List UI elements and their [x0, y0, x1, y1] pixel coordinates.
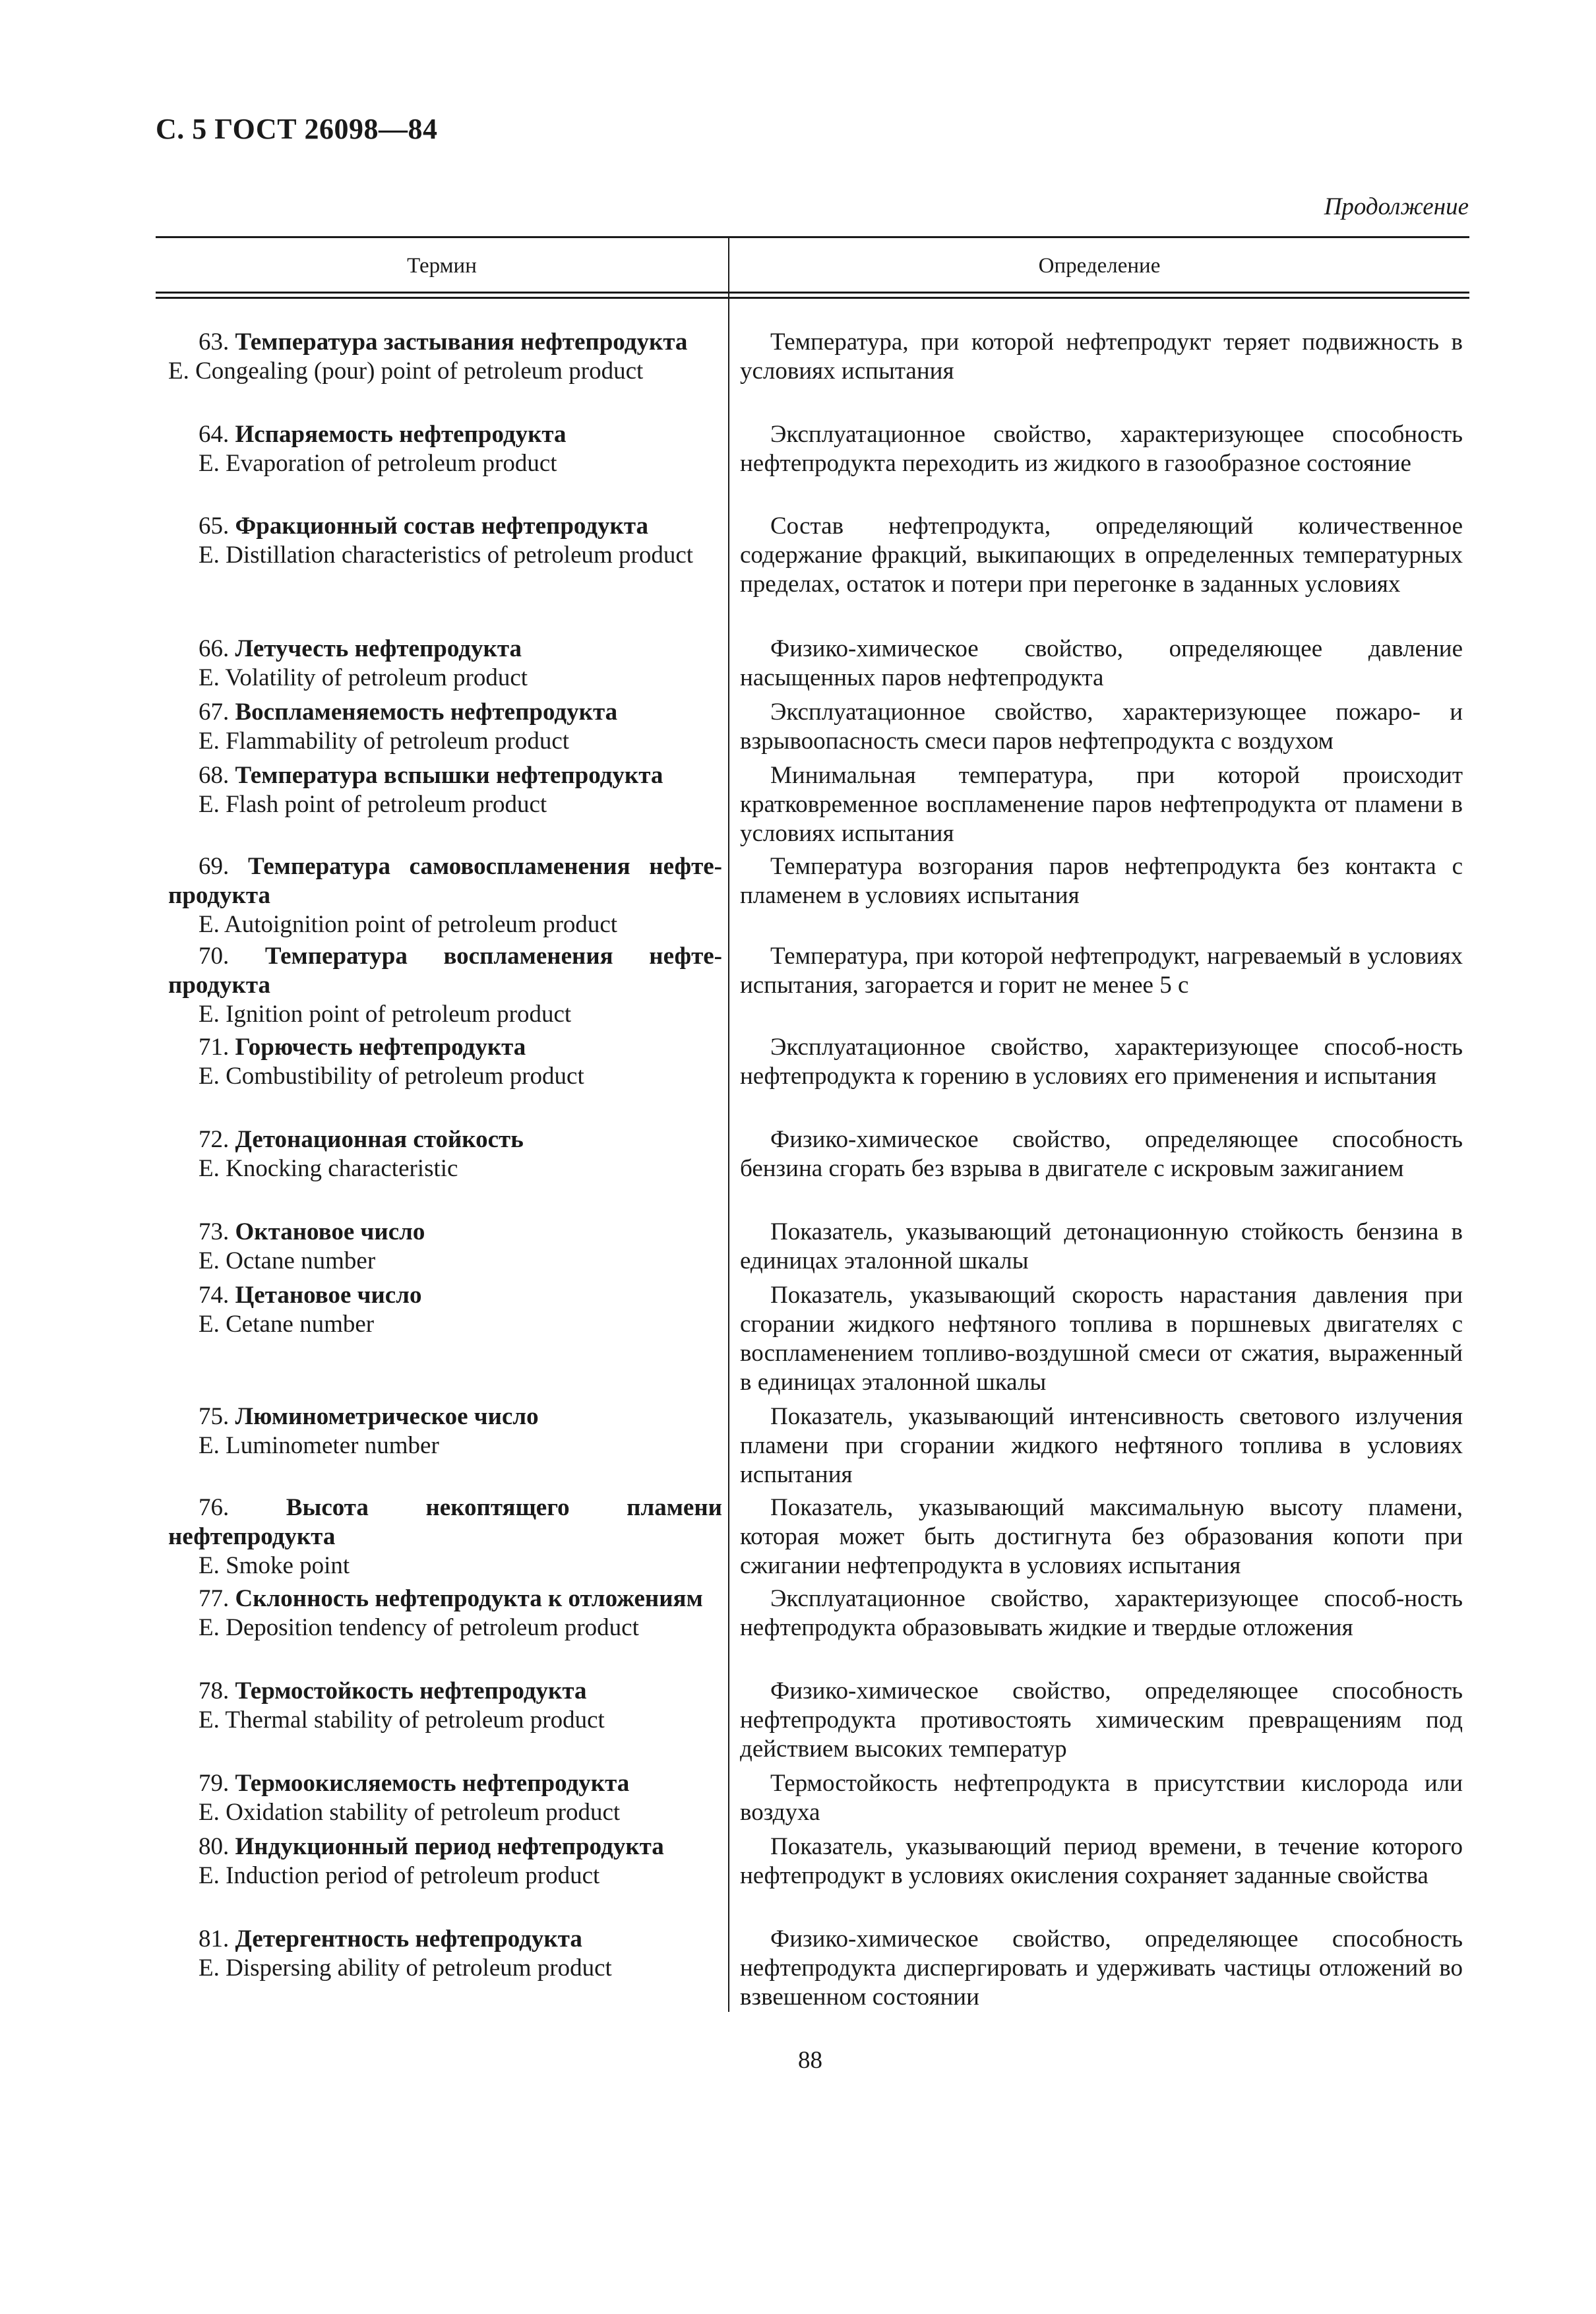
table-row	[168, 1281, 722, 1339]
term-number: 70.	[199, 943, 230, 970]
term-ru: Горючесть нефтепродукта	[235, 1034, 526, 1061]
term-ru: Температура застывания нефтепродукта	[235, 328, 688, 356]
term-cell	[168, 698, 722, 756]
term-number: 74.	[199, 1282, 230, 1309]
definition-cell	[740, 512, 1463, 599]
term-cell	[168, 1493, 722, 1580]
term-number: 76.	[199, 1494, 230, 1521]
term-en: E. Deposition tendency of petroleum product	[199, 1614, 639, 1641]
term-en: E. Oxidation stability of petroleum product	[199, 1799, 621, 1826]
table-row	[168, 1925, 722, 1983]
definition-cell	[740, 761, 1463, 848]
term-number: 71.	[199, 1034, 230, 1061]
term-ru: Испаряемость нефтепродукта	[235, 421, 567, 448]
definition-text: Показатель, указывающий детонационную стойкость бензина в единицах эталонной шкалы	[740, 1218, 1463, 1274]
column-header-term: Термин	[407, 254, 477, 278]
page-title: С. 5 ГОСТ 26098—84	[156, 113, 438, 145]
term-cell	[168, 942, 722, 1029]
definition-cell	[740, 1925, 1463, 2012]
term-number: 64.	[199, 421, 230, 448]
term-number: 68.	[199, 762, 230, 789]
term-number: 65.	[199, 513, 230, 540]
term-ru: Температура самовоспламенения нефте-продукта	[168, 853, 722, 909]
term-en: E. Autoignition point of petroleum product	[199, 911, 618, 938]
term-ru: Октановое число	[235, 1218, 425, 1245]
definition-cell	[740, 1281, 1463, 1397]
term-number: 67.	[199, 699, 230, 726]
table-row	[168, 852, 722, 939]
term-en: E. Congealing (pour) point of petroleum product	[168, 358, 644, 385]
term-en: E. Distillation characteristics of petroleum product	[199, 542, 694, 569]
term-ru: Люминометрическое число	[235, 1403, 539, 1430]
table-row	[168, 1402, 722, 1460]
definition-cell	[740, 635, 1463, 693]
definition-text: Эксплуатационное свойство, характеризующее пожаро- и взрывоопасность смеси паров нефтепродукта с воздухом	[740, 699, 1463, 755]
term-en: E. Octane number	[199, 1247, 376, 1274]
term-en: E. Evaporation of petroleum product	[199, 450, 557, 477]
definition-cell	[740, 1402, 1463, 1489]
term-cell	[168, 1281, 722, 1339]
continuation-label: Продолжение	[1324, 193, 1469, 220]
term-en: E. Induction period of petroleum product	[199, 1862, 600, 1889]
definition-cell	[740, 328, 1463, 386]
column-header-definition: Определение	[1038, 254, 1161, 278]
definition-text: Термостойкость нефтепродукта в присутствии кислорода или воздуха	[740, 1770, 1463, 1826]
definition-text: Физико-химическое свойство, определяющее давление насыщенных паров нефтепродукта	[740, 635, 1463, 691]
term-number: 73.	[199, 1218, 230, 1245]
table-row	[168, 420, 722, 478]
term-en: E. Smoke point	[199, 1552, 350, 1579]
definition-text: Показатель, указывающий максимальную высоту пламени, которая может быть достигнута без образования копоти при сжигании нефтепродукта в условиях испытания	[740, 1494, 1463, 1579]
term-number: 72.	[199, 1126, 230, 1153]
term-number: 78.	[199, 1677, 230, 1704]
term-cell	[168, 761, 722, 819]
definition-text: Состав нефтепродукта, определяющий количественное содержание фракций, выкипающих в определенных температурных пределах, остаток и потери при перегонке в заданных условиях	[740, 513, 1463, 598]
term-en: E. Luminometer number	[199, 1432, 439, 1459]
term-ru: Высота некоптящего пламени нефтепродукта	[168, 1494, 722, 1550]
table-row	[168, 1769, 722, 1827]
definition-text: Эксплуатационное свойство, характеризующее способ-ность нефтепродукта образовывать жидкие и твердые отложения	[740, 1585, 1463, 1641]
definition-cell	[740, 1584, 1463, 1642]
definition-text: Физико-химическое свойство, определяющее способность нефтепродукта противостоять химическим превращениям под действием высоких температур	[740, 1677, 1463, 1763]
table-header-rule-1	[156, 292, 1469, 294]
term-cell	[168, 1125, 722, 1183]
definition-cell	[740, 1677, 1463, 1764]
definition-text: Температура, при которой нефтепродукт теряет подвижность в условиях испытания	[740, 328, 1463, 385]
term-ru: Склонность нефтепродукта к отложениям	[235, 1585, 703, 1612]
term-number: 81.	[199, 1925, 230, 1953]
table-row	[168, 1677, 722, 1735]
definition-text: Температура, при которой нефтепродукт, нагреваемый в условиях испытания, загорается и горит не менее 5 с	[740, 943, 1463, 999]
term-ru: Детергентность нефтепродукта	[235, 1925, 582, 1953]
table-row	[168, 1493, 722, 1580]
term-ru: Индукционный период нефтепродукта	[235, 1833, 664, 1860]
term-number: 80.	[199, 1833, 230, 1860]
table-row	[168, 635, 722, 693]
term-cell	[168, 420, 722, 478]
term-number: 63.	[199, 328, 230, 356]
definition-cell	[740, 1033, 1463, 1091]
term-en: E. Combustibility of petroleum product	[199, 1063, 584, 1090]
term-cell	[168, 635, 722, 693]
term-ru: Цетановое число	[235, 1282, 422, 1309]
definition-cell	[740, 1218, 1463, 1276]
term-cell	[168, 852, 722, 939]
term-ru: Термоокисляемость нефтепродукта	[235, 1770, 630, 1797]
term-cell	[168, 328, 722, 386]
term-number: 75.	[199, 1403, 230, 1430]
column-divider	[728, 237, 729, 2012]
term-cell	[168, 1402, 722, 1460]
term-cell	[168, 1218, 722, 1276]
term-en: E. Ignition point of petroleum product	[199, 1001, 572, 1028]
definition-cell	[740, 420, 1463, 478]
table-row	[168, 1584, 722, 1642]
definition-cell	[740, 1493, 1463, 1580]
term-en: E. Volatility of petroleum product	[199, 664, 528, 691]
term-en: E. Thermal stability of petroleum product	[199, 1706, 605, 1734]
definition-text: Показатель, указывающий период времени, в течение которого нефтепродукт в условиях окисления сохраняет заданные свойства	[740, 1833, 1463, 1889]
term-en: E. Knocking characteristic	[199, 1155, 458, 1182]
definition-text: Минимальная температура, при которой происходит кратковременное воспламенение паров нефтепродукта от пламени в условиях испытания	[740, 762, 1463, 847]
term-ru: Воспламеняемость нефтепродукта	[235, 699, 618, 726]
term-cell	[168, 1832, 722, 1891]
table-row	[168, 942, 722, 1029]
definition-cell	[740, 942, 1463, 1000]
table-row	[168, 328, 722, 386]
table-row	[168, 1033, 722, 1091]
table-row	[168, 1832, 722, 1891]
term-ru: Температура воспламенения нефте-продукта	[168, 943, 722, 999]
table-row	[168, 1125, 722, 1183]
term-cell	[168, 1584, 722, 1642]
term-ru: Фракционный состав нефтепродукта	[235, 513, 648, 540]
definition-text: Физико-химическое свойство, определяющее способность бензина сгорать без взрыва в двигателе с искровым зажиганием	[740, 1126, 1463, 1182]
term-cell	[168, 1769, 722, 1827]
term-number: 69.	[199, 853, 230, 880]
table-row	[168, 698, 722, 756]
term-ru: Детонационная стойкость	[235, 1126, 524, 1153]
term-number: 77.	[199, 1585, 230, 1612]
term-ru: Летучесть нефтепродукта	[235, 635, 522, 662]
definition-text: Физико-химическое свойство, определяющее способность нефтепродукта диспергировать и удерживать частицы отложений во взвешенном состоянии	[740, 1925, 1463, 2011]
definition-cell	[740, 698, 1463, 756]
definition-text: Показатель, указывающий интенсивность светового излучения пламени при сгорании жидкого нефтяного топлива в условиях испытания	[740, 1403, 1463, 1488]
page-number: 88	[798, 2047, 822, 2074]
table-header-rule-2	[156, 297, 1469, 299]
definition-cell	[740, 852, 1463, 910]
definition-text: Эксплуатационное свойство, характеризующее способность нефтепродукта переходить из жидкого в газообразное состояние	[740, 421, 1463, 477]
term-en: E. Dispersing ability of petroleum product	[199, 1954, 612, 1982]
table-top-rule	[156, 236, 1469, 238]
definition-cell	[740, 1832, 1463, 1891]
term-cell	[168, 512, 722, 570]
term-number: 66.	[199, 635, 230, 662]
definition-cell	[740, 1769, 1463, 1827]
table-row	[168, 1218, 722, 1276]
term-ru: Температура вспышки нефтепродукта	[235, 762, 663, 789]
definition-cell	[740, 1125, 1463, 1183]
table-row	[168, 761, 722, 819]
table-row	[168, 512, 722, 570]
term-cell	[168, 1925, 722, 1983]
definition-text: Эксплуатационное свойство, характеризующее способ-ность нефтепродукта к горению в условиях его применения и испытания	[740, 1034, 1463, 1090]
term-ru: Термостойкость нефтепродукта	[235, 1677, 587, 1704]
term-number: 79.	[199, 1770, 230, 1797]
definition-text: Показатель, указывающий скорость нарастания давления при сгорании жидкого нефтяного топлива в поршневых двигателях с воспламенением топливо-воздушной смеси от сжатия, выраженный в единицах эталонной шкалы	[740, 1282, 1463, 1396]
term-en: E. Cetane number	[199, 1311, 375, 1338]
term-en: E. Flammability of petroleum product	[199, 728, 570, 755]
term-cell	[168, 1677, 722, 1735]
term-cell	[168, 1033, 722, 1091]
definition-text: Температура возгорания паров нефтепродукта без контакта с пламенем в условиях испытания	[740, 853, 1463, 909]
term-en: E. Flash point of petroleum product	[199, 791, 547, 818]
